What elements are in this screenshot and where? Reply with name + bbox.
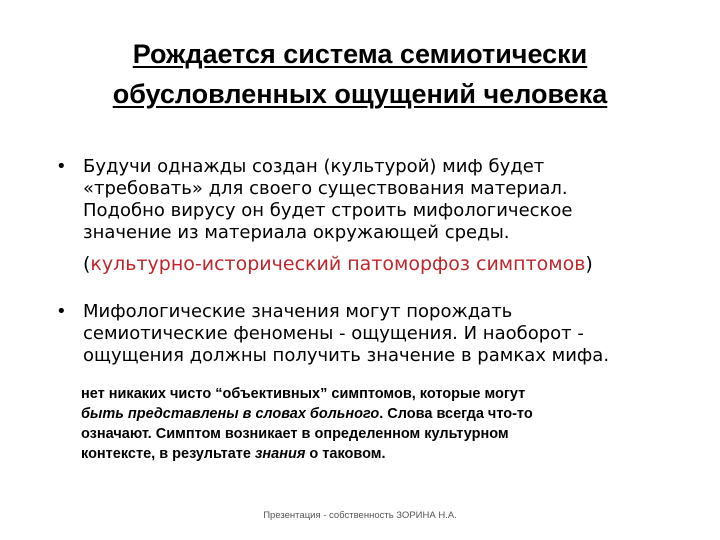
note-text: . Слова всегда что-то <box>379 406 533 422</box>
footer-credit: Презентация - собственность ЗОРИНА Н.А. <box>263 510 457 521</box>
note-paragraph <box>81 384 641 464</box>
accent-line <box>83 252 676 276</box>
bullet-line: значение из материала окружающей среды. <box>83 222 510 243</box>
title-line-2: обусловленных ощущений человека <box>112 79 608 109</box>
bullet-line: семиотические феномены - ощущения. И наоборот - <box>83 323 584 344</box>
bullet-line: ощущения должны получить значение в рамках мифа. <box>83 345 610 366</box>
note-text: контексте, в результате <box>81 446 255 462</box>
accent-text: культурно-исторический патоморфоз симптомов <box>90 253 586 275</box>
note-text: нет никаких чисто “объективных” симптомов, которые могут <box>81 386 526 402</box>
bullet-marker: • <box>56 301 67 322</box>
bullet-line: Будучи однажды создан (культурой) миф будет <box>83 156 545 177</box>
title-line-1: Рождается система семиотически <box>132 39 588 69</box>
bullet-line: Подобно вирусу он будет строить мифологическое <box>83 200 573 221</box>
note-text: означают. Симптом возникает в определенном культурном <box>81 426 509 442</box>
note-italic-word: знания <box>255 446 306 462</box>
bullet-text <box>83 156 676 276</box>
bullet-text <box>83 301 676 367</box>
bullet-marker: • <box>56 156 67 177</box>
note-text: о таковом. <box>305 446 386 462</box>
accent-open-paren: ( <box>83 253 91 275</box>
bullet-line: «требовать» для своего существования материал. <box>83 178 568 199</box>
bullet-line: Мифологические значения могут порождать <box>83 301 513 322</box>
accent-close-paren: ) <box>585 253 593 275</box>
note-italic-phrase: быть представлены в словах больного <box>81 406 380 422</box>
bullet-item-1 <box>56 156 676 276</box>
slide-title <box>30 34 690 114</box>
bullet-item-2 <box>56 301 676 367</box>
